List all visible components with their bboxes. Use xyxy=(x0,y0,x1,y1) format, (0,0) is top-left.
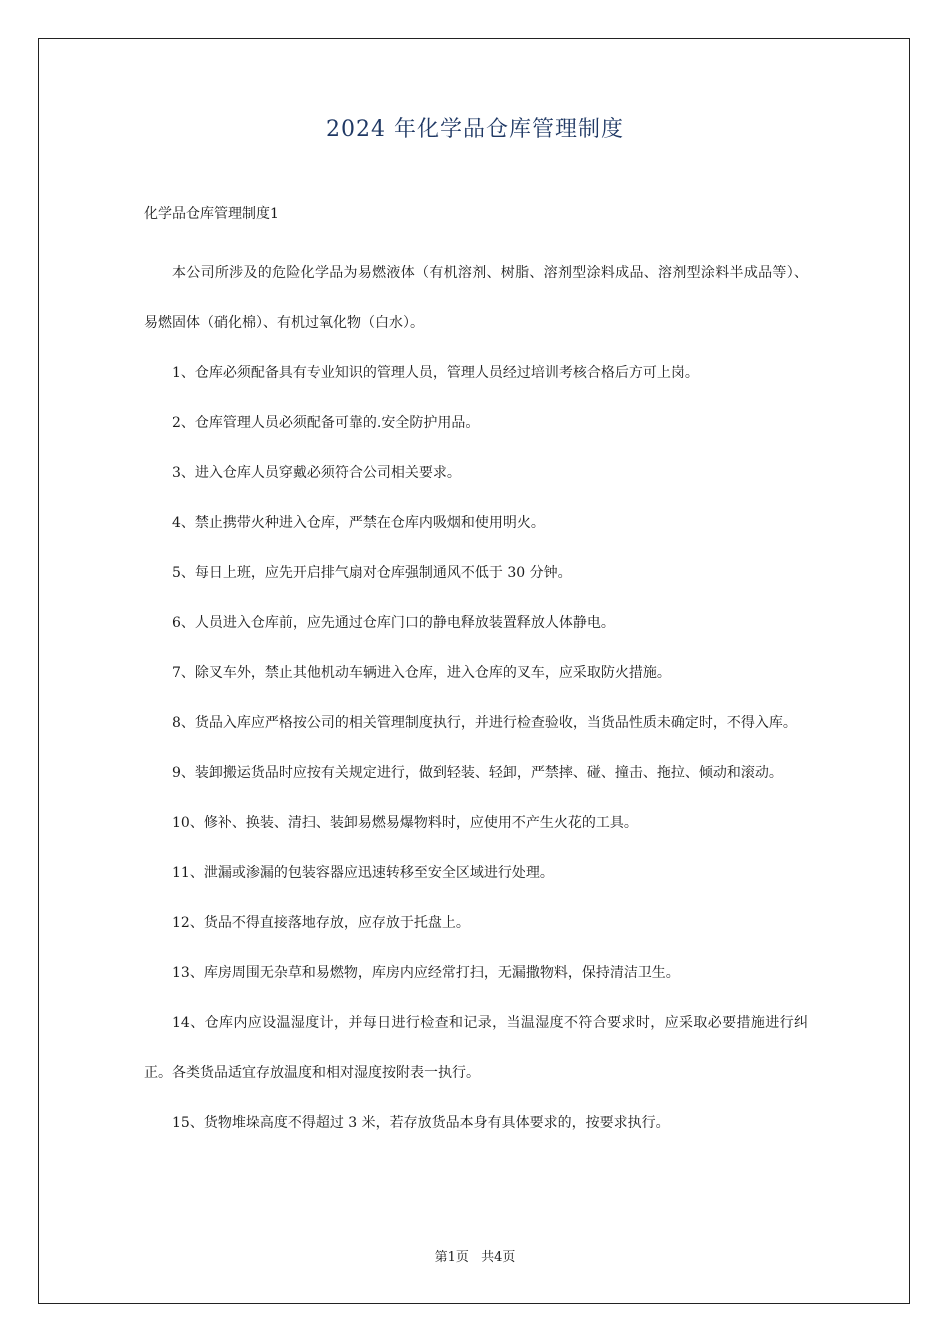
document-body xyxy=(144,248,808,1148)
paragraph-rule-1: 1、仓库必须配备具有专业知识的管理人员，管理人员经过培训考核合格后方可上岗。 xyxy=(172,365,699,381)
paragraph-intro: 本公司所涉及的危险化学品为易燃液体（有机溶剂、树脂、溶剂型涂料成品、溶剂型涂料半成品等）、易燃固体（硝化棉）、有机过氧化物（白水）。 xyxy=(144,265,808,331)
section-heading: 化学品仓库管理制度1 xyxy=(144,206,279,222)
paragraph-rule-9: 9、装卸搬运货品时应按有关规定进行，做到轻装、轻卸，严禁摔、碰、撞击、拖拉、倾动和滚动。 xyxy=(172,765,783,781)
page-total: 共4页 xyxy=(481,1250,516,1265)
paragraph-rule-10: 10、修补、换装、清扫、装卸易燃易爆物料时，应使用不产生火花的工具。 xyxy=(172,815,638,831)
paragraph-rule-7: 7、除叉车外，禁止其他机动车辆进入仓库，进入仓库的叉车，应采取防火措施。 xyxy=(172,665,671,681)
paragraph-rule-14: 14、仓库内应设温湿度计，并每日进行检查和记录，当温湿度不符合要求时，应采取必要措施进行纠正。各类货品适宜存放温度和相对湿度按附表一执行。 xyxy=(144,1015,808,1081)
paragraph-rule-13: 13、库房周围无杂草和易燃物，库房内应经常打扫，无漏撒物料，保持清洁卫生。 xyxy=(172,965,680,981)
paragraph-rule-2: 2、仓库管理人员必须配备可靠的.安全防护用品。 xyxy=(172,415,480,431)
page-number: 第1页 xyxy=(434,1250,469,1265)
paragraph-rule-8: 8、货品入库应严格按公司的相关管理制度执行，并进行检查验收，当货品性质未确定时，不得入库。 xyxy=(172,715,797,731)
paragraph-rule-11: 11、泄漏或渗漏的包装容器应迅速转移至安全区域进行处理。 xyxy=(172,865,554,881)
paragraph-rule-15: 15、货物堆垛高度不得超过 3 米，若存放货品本身有具体要求的，按要求执行。 xyxy=(172,1115,670,1131)
page-footer xyxy=(0,1246,950,1265)
paragraph-rule-4: 4、禁止携带火种进入仓库，严禁在仓库内吸烟和使用明火。 xyxy=(172,515,545,531)
document-title: 2024 年化学品仓库管理制度 xyxy=(326,117,624,142)
paragraph-rule-3: 3、进入仓库人员穿戴必须符合公司相关要求。 xyxy=(172,465,461,481)
paragraph-rule-5: 5、每日上班，应先开启排气扇对仓库强制通风不低于 30 分钟。 xyxy=(172,565,572,581)
paragraph-rule-6: 6、人员进入仓库前，应先通过仓库门口的静电释放装置释放人体静电。 xyxy=(172,615,615,631)
paragraph-rule-12: 12、货品不得直接落地存放，应存放于托盘上。 xyxy=(172,915,470,931)
